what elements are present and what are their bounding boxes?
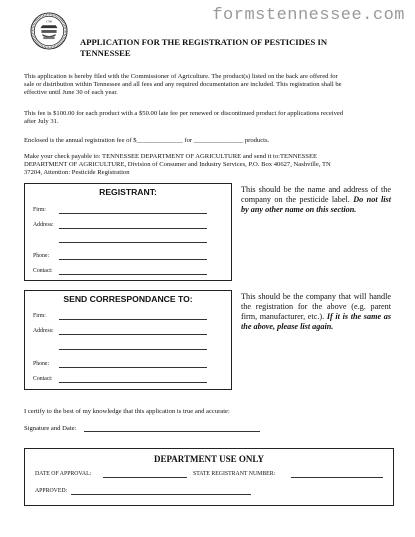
department-title: DEPARTMENT USE ONLY xyxy=(153,454,265,464)
date-of-approval-field[interactable] xyxy=(103,477,187,478)
address-field-2[interactable] xyxy=(59,349,207,350)
correspondence-note xyxy=(241,292,391,332)
intro-line: effective until June 30 of each year. xyxy=(24,89,118,97)
watermark: formstennessee.com xyxy=(212,6,405,25)
firm-label: Firm: xyxy=(33,313,46,319)
firm-field[interactable] xyxy=(59,319,207,320)
state-seal-icon xyxy=(30,12,68,50)
contact-label: Contact: xyxy=(33,376,53,382)
intro-line: This application is hereby filed with the Commissioner of Agriculture. The product(s) listed on the back are offered for xyxy=(24,73,338,80)
correspondence-note-text: This should be the company that will handle the registration for the above (e.g. parent firm, manufacturer, etc.). xyxy=(241,292,391,321)
address-field-1[interactable] xyxy=(59,334,207,335)
payable-paragraph xyxy=(24,153,394,178)
svg-text:1796: 1796 xyxy=(45,19,53,24)
address-field-2[interactable] xyxy=(59,242,207,243)
fee-line: after July 31. xyxy=(24,118,59,126)
firm-field[interactable] xyxy=(59,213,207,214)
contact-field[interactable] xyxy=(59,274,207,275)
contact-field[interactable] xyxy=(59,382,207,383)
firm-label: Firm: xyxy=(33,207,46,213)
phone-field[interactable] xyxy=(59,259,207,260)
form-title xyxy=(80,37,380,59)
form-title-line-1: APPLICATION FOR THE REGISTRATION OF PESTICIDES IN xyxy=(80,37,328,47)
state-registrant-number-field[interactable] xyxy=(291,477,383,478)
signature-field[interactable] xyxy=(84,431,260,432)
signature-label: Signature and Date: xyxy=(24,425,77,432)
payable-line: DEPARTMENT OF AGRICULTURE, Division of Consumer and Industry Services, P.O. Box 40627, Nashville, TN xyxy=(24,161,331,169)
fee-line: This fee is $100.00 for each product with a $50.00 late fee per renewed or discontinued product for applications received xyxy=(24,110,344,117)
phone-label: Phone: xyxy=(33,361,50,367)
payable-line: 37204, Attention: Pesticide Registration xyxy=(24,169,130,177)
correspondence-note-emphasis: If it is the same as the above, please list again. xyxy=(241,312,392,331)
contact-label: Contact: xyxy=(33,268,53,274)
address-label: Address: xyxy=(33,222,54,228)
registrant-title: REGISTRANT: xyxy=(99,187,157,197)
department-use-box xyxy=(24,448,394,506)
approved-label: APPROVED: xyxy=(35,488,68,494)
certify-statement: I certify to the best of my knowledge that this application is true and accurate: xyxy=(24,408,230,415)
address-label: Address: xyxy=(33,328,54,334)
registrant-note-emphasis: Do not list by any other name on this section. xyxy=(241,195,391,214)
correspondence-box xyxy=(24,290,232,390)
registrant-note xyxy=(241,185,391,215)
enclosed-fee-line[interactable]: Enclosed is the annual registration fee of $______________ for _______________ products. xyxy=(24,137,270,144)
payable-line: Make your check payable to: TENNESSEE DEPARTMENT OF AGRICULTURE and send it to:TENNESSEE xyxy=(24,153,318,160)
phone-label: Phone: xyxy=(33,253,50,259)
approved-field[interactable] xyxy=(71,494,251,495)
phone-field[interactable] xyxy=(59,367,207,368)
fee-paragraph xyxy=(24,110,394,126)
intro-line: sale or distribution within Tennessee and all fees and any required documentation are included. This registration shall be xyxy=(24,81,342,89)
registrant-box xyxy=(24,183,232,281)
state-registrant-number-label: STATE REGISTRANT NUMBER: xyxy=(193,471,276,477)
date-of-approval-label: DATE OF APPROVAL: xyxy=(35,471,92,477)
registrant-note-text: This should be the name and address of the company on the pesticide label. xyxy=(241,185,391,204)
address-field-1[interactable] xyxy=(59,228,207,229)
correspondence-title: SEND CORRESPONDANCE TO: xyxy=(63,294,193,304)
intro-paragraph xyxy=(24,73,394,98)
form-title-line-2: TENNESSEE xyxy=(80,48,131,58)
